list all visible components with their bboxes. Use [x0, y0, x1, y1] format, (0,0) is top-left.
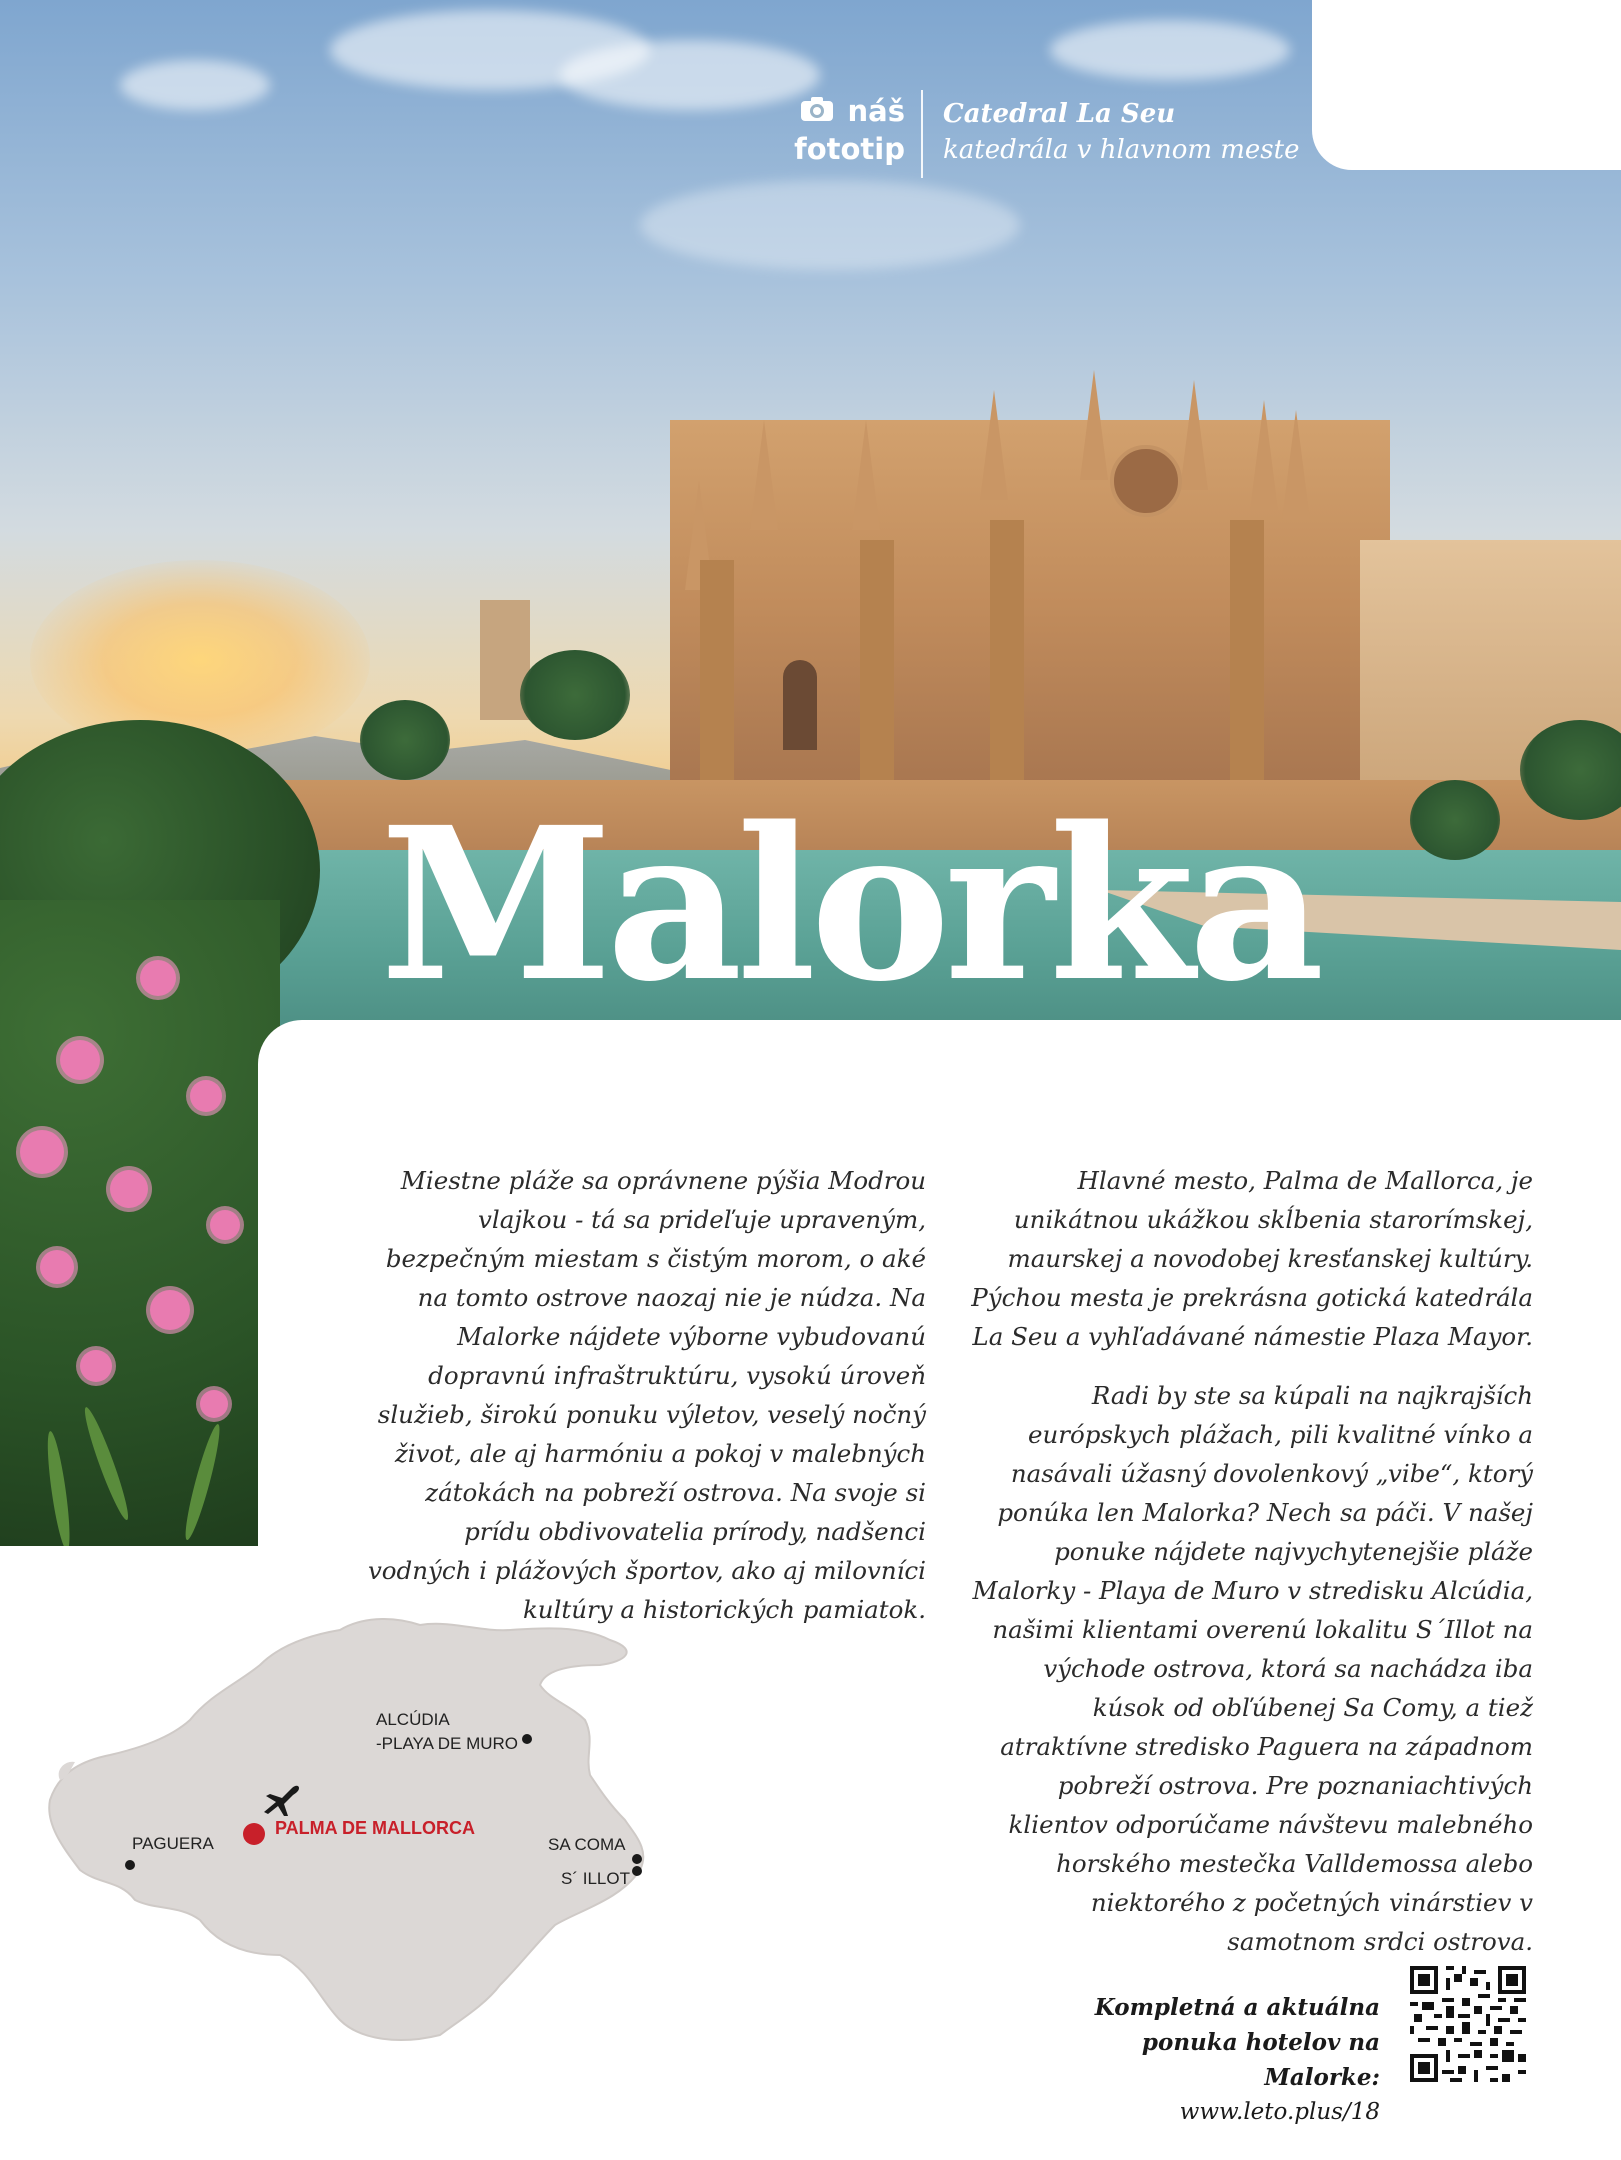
cta-url-link[interactable]: www.leto.plus/18	[1179, 2099, 1380, 2125]
map-label-paguera: PAGUERA	[132, 1834, 214, 1853]
map-label-playa-de-muro: -PLAYA DE MURO	[376, 1734, 519, 1753]
cathedral-spire	[1080, 370, 1108, 480]
left-column-paragraph: Miestne pláže sa oprávnene pýšia Modrou vlajkou - tá sa prideľuje upraveným, bezpečným miestam s čistým morom, o aké na tomto ostrove naozaj nie je núdza. Na Malorke nájdete výborne vybudovanú dopravnú infraštruktúru, vysokú úroveň služieb, širokú ponuku výletov, veselý nočný život, ale aj harmóniu a pokoj v malebných zátokách na pobreží ostrova. Na svoje si prídu obdivovatelia prírody, nadšenci vodných i plážových športov, ako aj milovníci kultúry a historických pamiatok.	[367, 1166, 926, 1624]
map-label-palma: PALMA DE MALLORCA	[275, 1818, 475, 1838]
cathedral-spire	[852, 420, 880, 530]
photo-tip-place-name: Catedral La Seu	[943, 99, 1176, 129]
photo-tip-caption	[943, 96, 1299, 168]
page-title: Malorka	[380, 781, 1319, 1028]
cloud	[1050, 20, 1290, 80]
cathedral-spire	[1282, 410, 1310, 520]
flower	[80, 1350, 112, 1382]
map-label-alcudia: ALCÚDIA	[376, 1710, 450, 1729]
flower	[200, 1390, 228, 1418]
hotel-offer-cta	[1030, 1990, 1380, 2130]
left-column	[360, 1161, 926, 1649]
photo-tip-label-line1: náš	[847, 94, 905, 128]
cathedral-spire	[750, 420, 778, 530]
cloud	[640, 180, 1020, 270]
buttress	[700, 560, 734, 780]
flower	[40, 1250, 74, 1284]
map-marker-s-illot	[632, 1866, 642, 1876]
buttress	[990, 520, 1024, 780]
cathedral-door	[783, 660, 817, 750]
palm-tree	[1410, 780, 1500, 860]
map-marker-paguera	[125, 1860, 135, 1870]
photo-tip-place-description: katedrála v hlavnom meste	[943, 135, 1300, 165]
cloud	[120, 60, 270, 110]
flower	[140, 960, 176, 996]
buttress	[1230, 520, 1264, 780]
island-map	[40, 1610, 720, 2050]
palm-tree	[520, 650, 630, 740]
corner-tab	[1312, 0, 1621, 170]
flower	[210, 1210, 240, 1240]
cta-line-1: Kompletná a aktuálna	[1094, 1994, 1380, 2021]
flower	[60, 1040, 100, 1080]
flower	[150, 1290, 190, 1330]
buttress	[860, 540, 894, 780]
photo-tip-divider	[921, 90, 923, 178]
map-marker-alcudia	[522, 1734, 532, 1744]
flower	[20, 1130, 64, 1174]
palm-tree	[360, 700, 450, 780]
map-label-sa-coma: SA COMA	[548, 1835, 626, 1854]
cta-line-2: ponuka hotelov na Malorke:	[1141, 2029, 1380, 2091]
right-column	[965, 1161, 1533, 1981]
photo-tip-label	[770, 92, 905, 168]
right-column-paragraph-1: Hlavné mesto, Palma de Mallorca, je unikátnou ukážkou skĺbenia starorímskej, maurskej a novodobej kresťanskej kultúry. Pýchou mesta je prekrásna gotická katedrála La Seu a vyhľadávané námestie Plaza Mayor.	[971, 1166, 1533, 1351]
cathedral-spire	[1250, 400, 1278, 510]
qr-code[interactable]	[1410, 1966, 1526, 2082]
map-marker-sa-coma	[632, 1854, 642, 1864]
cathedral-spire	[980, 390, 1008, 500]
map-label-s-illot: S´ ILLOT	[561, 1869, 630, 1888]
cathedral-spire	[1180, 380, 1208, 490]
flower	[190, 1080, 222, 1112]
map-marker-palma	[243, 1823, 265, 1845]
flower	[110, 1170, 148, 1208]
right-column-paragraph-2: Radi by ste sa kúpali na najkrajších európskych plážach, pili kvalitné vínko a nasávali úžasný dovolenkový „vibe“, ktorý ponúka len Malorka? Nech sa páči. V našej ponuke nájdete najvychytenejšie pláže Malorky - Playa de Muro v stredisku Alcúdia, našimi klientami overenú lokalitu S´Illot na východe ostrova, ktorá sa nachádza iba kúsok od obľúbenej Sa Comy, a tiež atraktívne stredisko Paguera na západnom pobreží ostrova. Pre poznaniachtivých klientov odporúčame návštevu malebného horského mestečka Valldemossa alebo niektorého z početných vinárstiev v samotnom srdci ostrova.	[972, 1381, 1533, 1956]
rose-window	[1110, 445, 1182, 517]
airplane-icon	[262, 1782, 302, 1816]
photo-tip-label-line2: fototip	[794, 132, 905, 166]
